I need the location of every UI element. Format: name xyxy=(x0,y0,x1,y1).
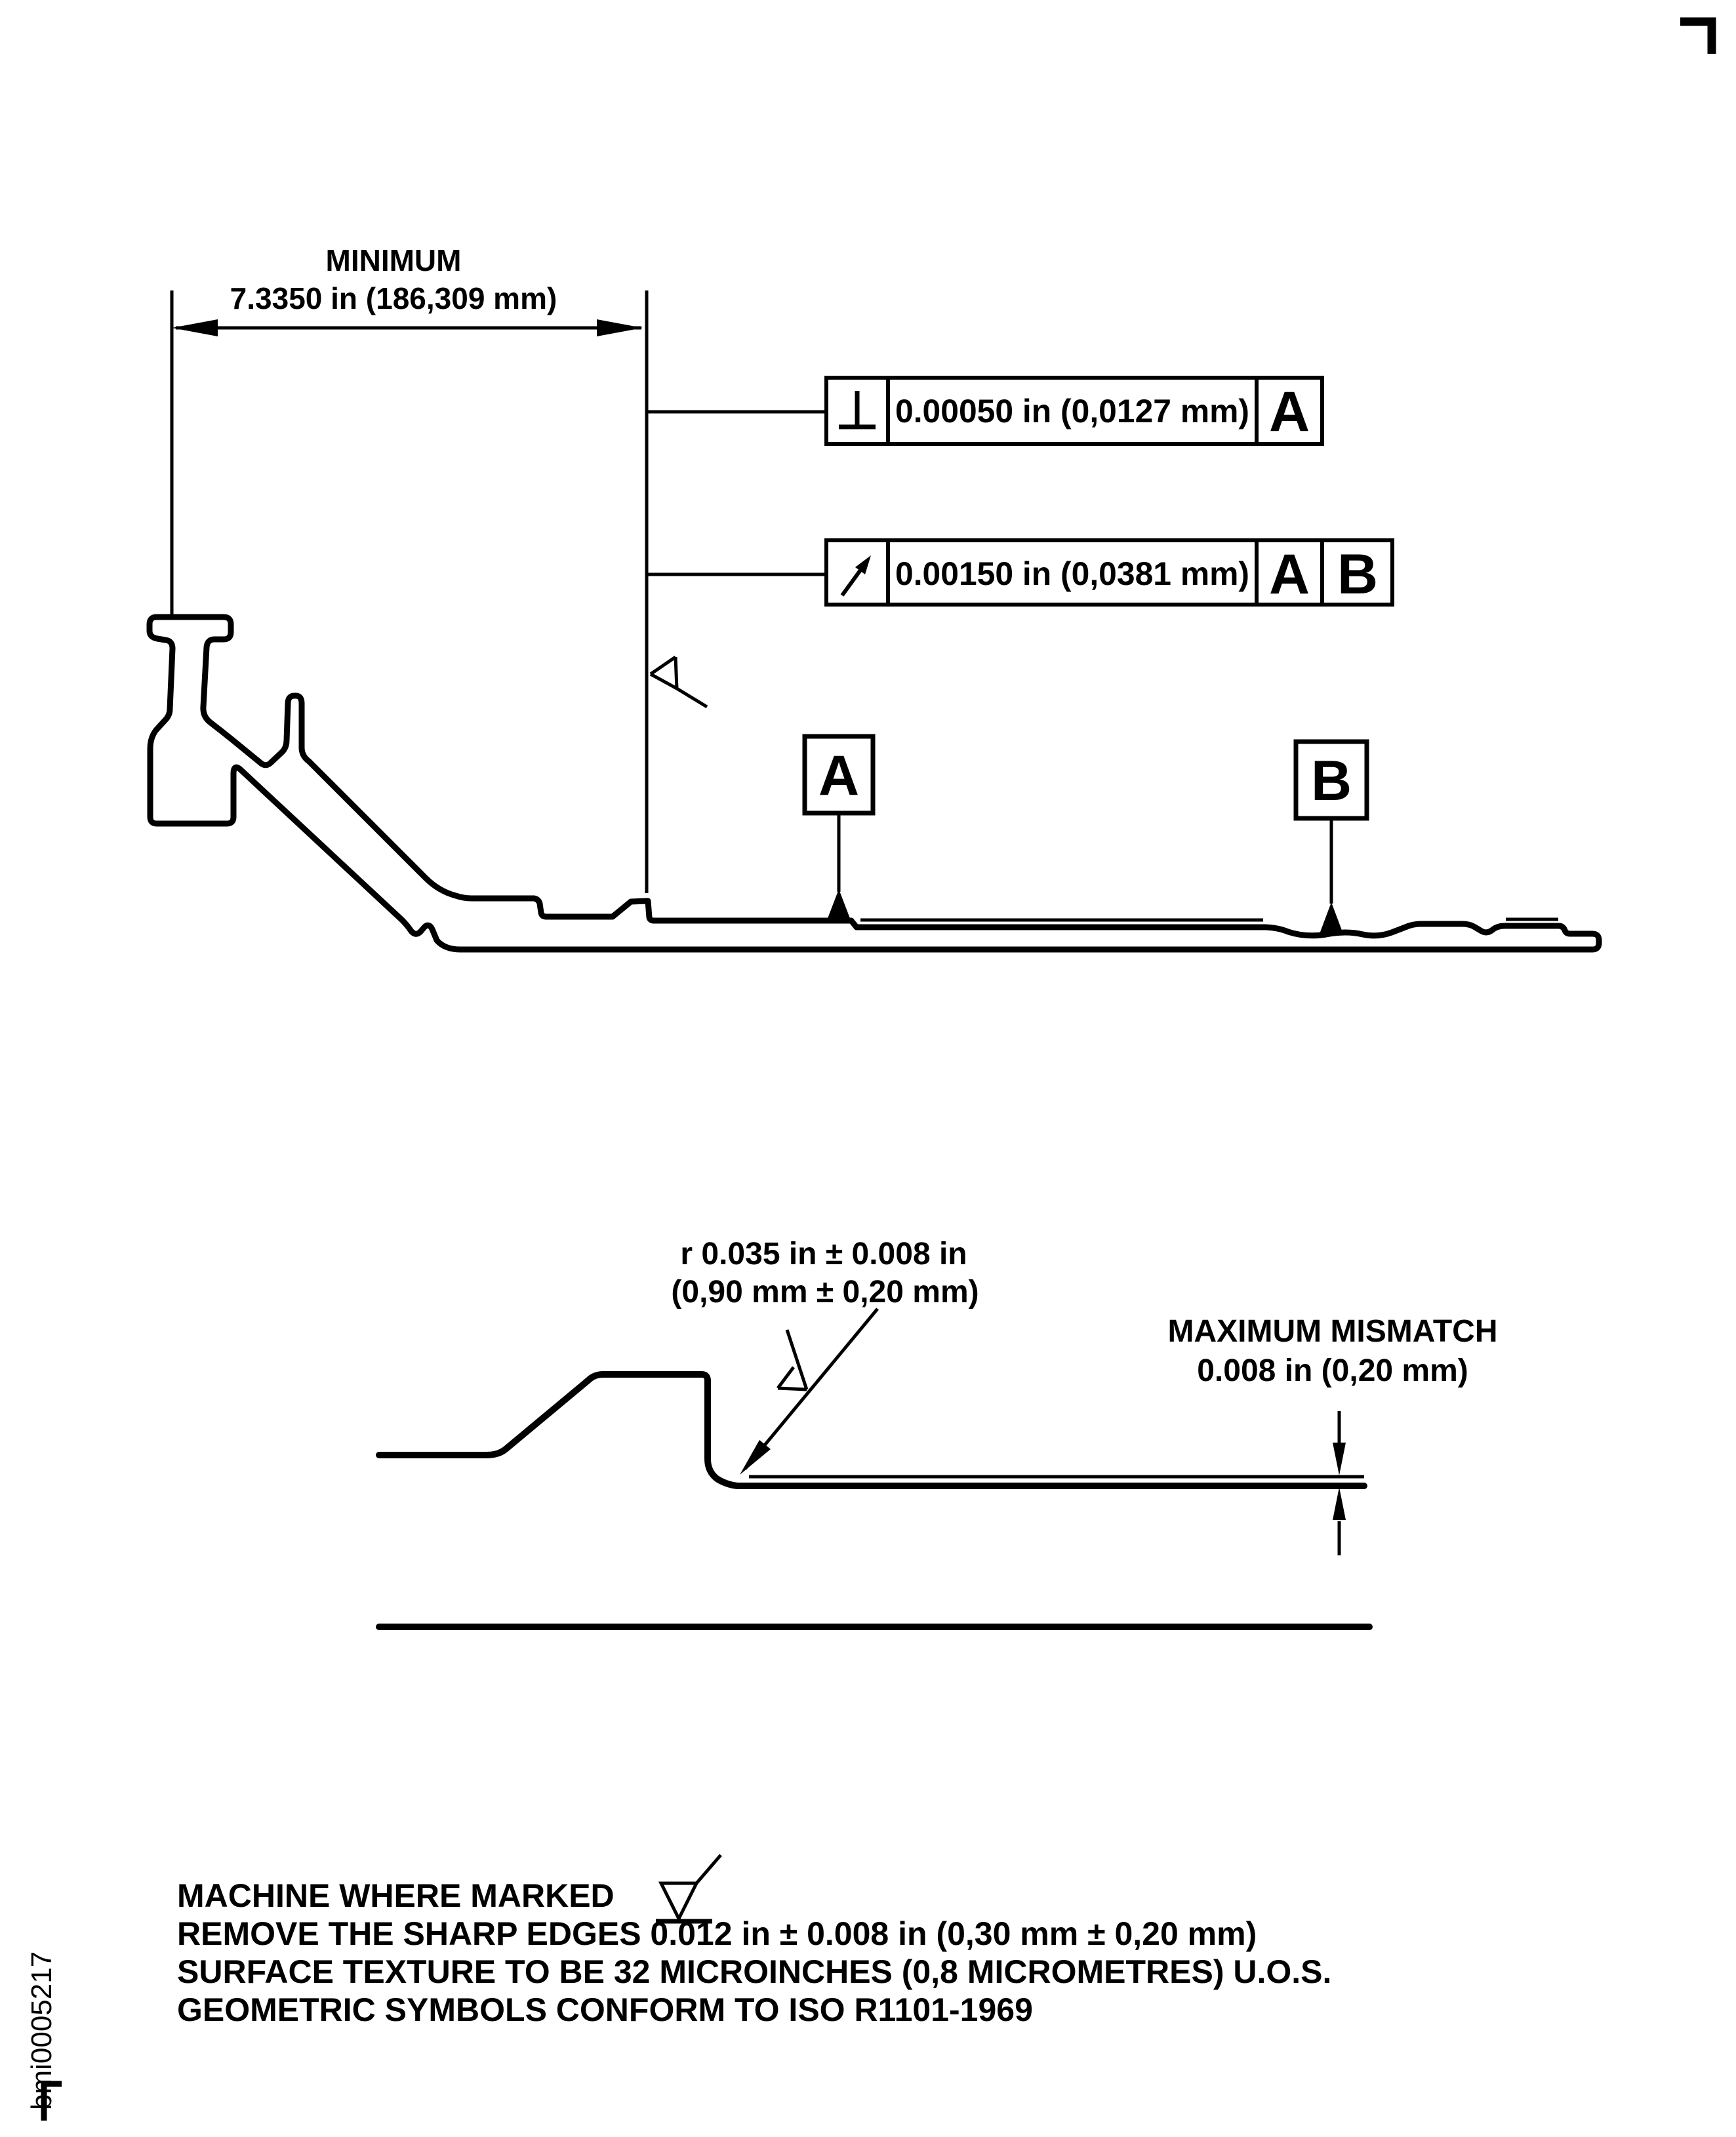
fcf-perpendicularity xyxy=(647,378,1322,444)
dimension-arrow-left-icon xyxy=(172,319,218,336)
machining-symbol-note-icon xyxy=(656,1855,721,1921)
datum-b-label: B xyxy=(1310,749,1352,812)
fcf-perpendicularity-tolerance: 0.00050 in (0,0127 mm) xyxy=(895,393,1249,429)
fcf-runout xyxy=(647,540,1392,606)
detail-radius-line2: (0,90 mm ± 0,20 mm) xyxy=(671,1275,979,1309)
datum-b-triangle-icon xyxy=(1320,902,1343,934)
note-remove-sharp-edges: REMOVE THE SHARP EDGES 0.012 in ± 0.008 in (0,30 mm ± 0,20 mm) xyxy=(177,1915,1257,1952)
fcf-perpendicularity-datum: A xyxy=(1268,380,1310,443)
note-geometric-symbols: GEOMETRIC SYMBOLS CONFORM TO ISO R1101-1969 xyxy=(177,1991,1033,2028)
dimension-label: MINIMUM xyxy=(325,243,462,277)
detail-radius-line1: r 0.035 in ± 0.008 in xyxy=(680,1237,967,1271)
fcf-runout-datum-secondary: B xyxy=(1337,543,1379,606)
dimension-arrow-right-icon xyxy=(597,319,643,336)
detail-profile-upper xyxy=(379,1374,1364,1486)
datum-a-triangle-icon xyxy=(827,889,851,920)
note-surface-texture: SURFACE TEXTURE TO BE 32 MICROINCHES (0,8 MICROMETRES) U.O.S. xyxy=(177,1953,1332,1990)
datum-a-label: A xyxy=(818,744,860,807)
notes xyxy=(177,1855,1331,2028)
machining-symbol-on-leader-icon xyxy=(778,1330,807,1389)
note-machine-where-marked: MACHINE WHERE MARKED xyxy=(177,1877,615,1914)
figure-id: bmi0005217 xyxy=(26,1951,58,2110)
crop-mark-top-right-icon xyxy=(1680,22,1712,54)
mismatch-label: MAXIMUM MISMATCH xyxy=(1167,1314,1498,1349)
dimension-value: 7.3350 in (186,309 mm) xyxy=(230,281,557,315)
fcf-runout-tolerance: 0.00150 in (0,0381 mm) xyxy=(895,555,1249,592)
datum-a xyxy=(805,736,873,920)
minimum-dimension xyxy=(172,243,647,893)
fcf-runout-datum-primary: A xyxy=(1268,543,1310,606)
figure-id-group xyxy=(26,1951,62,2121)
machining-symbol-on-surface-icon xyxy=(651,657,707,707)
mismatch-value: 0.008 in (0,20 mm) xyxy=(1197,1353,1468,1388)
datum-b xyxy=(1296,742,1367,934)
detail-view xyxy=(379,1237,1498,1627)
